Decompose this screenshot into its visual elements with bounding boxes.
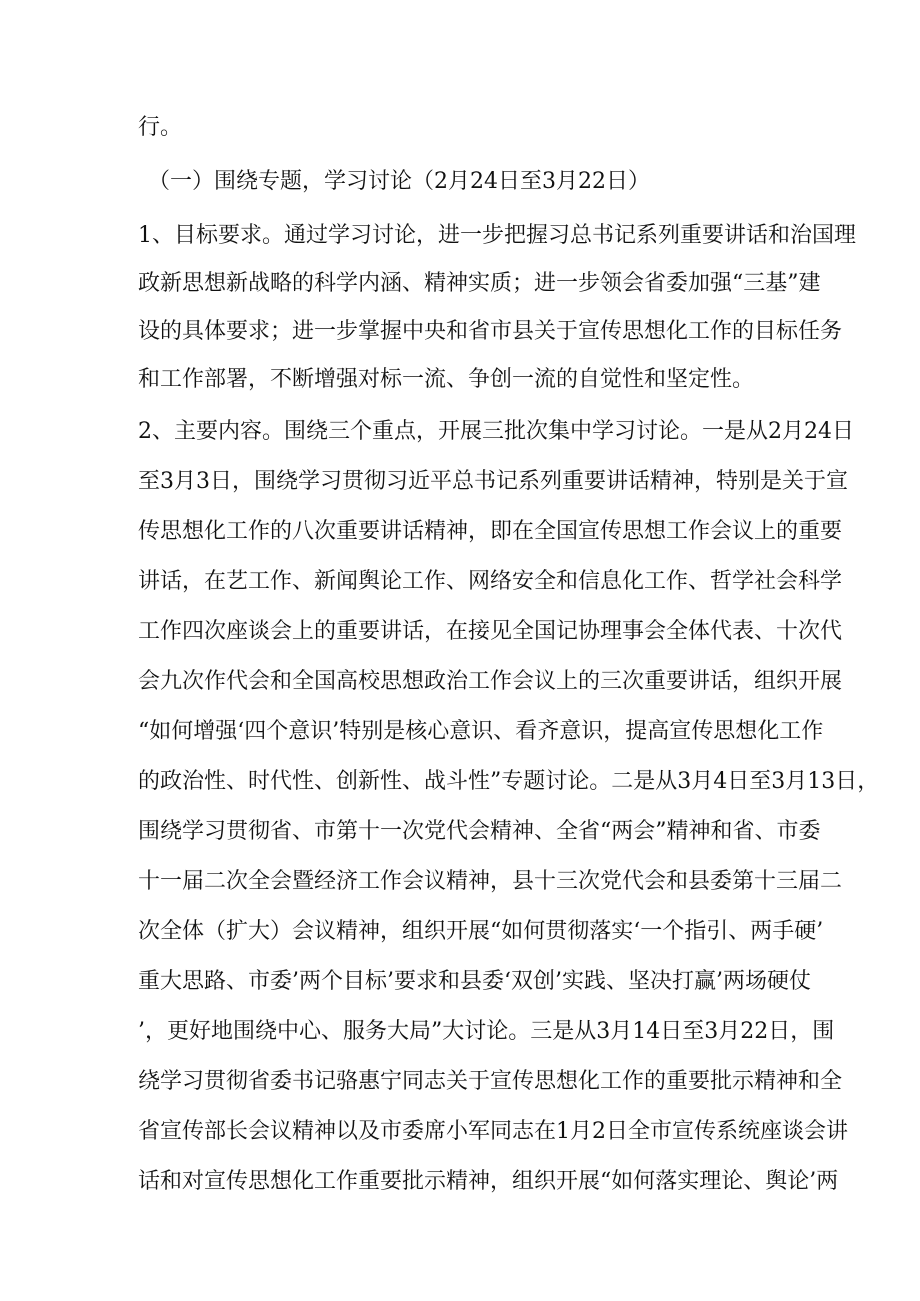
paragraph-line: 工作四次座谈会上的重要讲话，在接见全国记协理事会全体代表、十次代 (138, 619, 843, 644)
paragraph-line: 设的具体要求；进一步掌握中央和省市县关于宣传思想化工作的目标任务 (138, 319, 843, 344)
paragraph-line: 1、目标要求。通过学习讨论，进一步把握习总书记系列重要讲话和治国理 (138, 223, 856, 248)
paragraph-line: “如何增强‘四个意识’特别是核心意识、看齐意识，提高宣传思想化工作 (138, 719, 824, 744)
paragraph-line: 话和对宣传思想化工作重要批示精神，组织开展“如何落实理论、舆论’两 (138, 1169, 839, 1194)
paragraph-line: 讲话，在艺工作、新闻舆论工作、网络安全和信息化工作、哲学社会科学 (138, 569, 843, 594)
section-heading: （一）围绕专题，学习讨论（2月24日至3月22日） (148, 169, 650, 194)
paragraph-line: 的政治性、时代性、创新性、战斗性”专题讨论。二是从3月4日至3月13日， (138, 769, 880, 794)
paragraph-line: 围绕学习贯彻省、市第十一次党代会精神、全省“两会”精神和省、市委 (138, 819, 821, 844)
paragraph-line: 政新思想新战略的科学内涵、精神实质；进一步领会省委加强“三基”建 (138, 271, 821, 296)
paragraph-line: 行。 (138, 115, 183, 140)
paragraph-line: 传思想化工作的八次重要讲话精神，即在全国宣传思想工作会议上的重要 (138, 519, 843, 544)
paragraph-line: 2、主要内容。围绕三个重点，开展三批次集中学习讨论。一是从2月24日 (138, 419, 854, 444)
paragraph-line: 绕学习贯彻省委书记骆惠宁同志关于宣传思想化工作的重要批示精神和全 (138, 1069, 843, 1094)
paragraph-line: 十一届二次全会暨经济工作会议精神，县十三次党代会和县委第十三届二 (138, 869, 843, 894)
paragraph-line: 至3月3日，围绕学习贯彻习近平总书记系列重要讲话精神，特别是关于宣 (138, 469, 848, 494)
paragraph-line: 省宣传部长会议精神以及市委席小军同志在1月2日全市宣传系统座谈会讲 (138, 1119, 848, 1144)
paragraph-line: 重大思路、市委’两个目标’要求和县委‘双创’实践、坚决打赢’两场硬仗 (138, 969, 811, 994)
paragraph-line: 会九次作代会和全国高校思想政治工作会议上的三次重要讲话，组织开展 (138, 669, 843, 694)
paragraph-line: 和工作部署，不断增强对标一流、争创一流的自觉性和坚定性。 (138, 367, 755, 392)
paragraph-line: ’，更好地围绕中心、服务大局”大讨论。三是从3月14日至3月22日，围 (138, 1019, 835, 1044)
paragraph-line: 次全体（扩大）会议精神，组织开展“如何贯彻落实‘一个指引、两手硬’ (138, 919, 824, 944)
